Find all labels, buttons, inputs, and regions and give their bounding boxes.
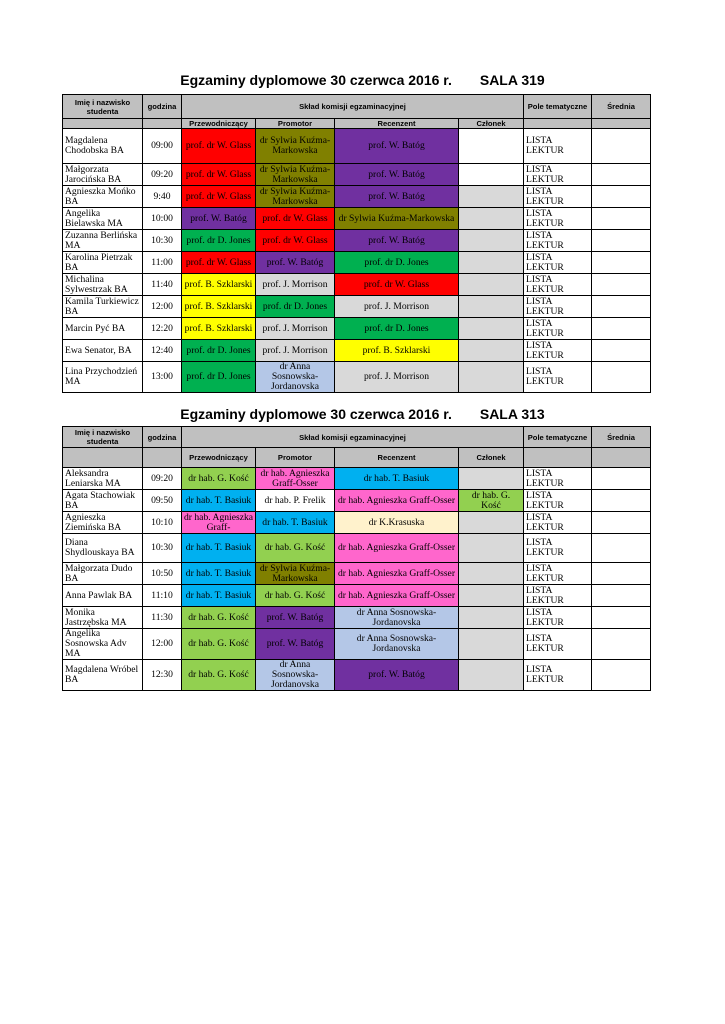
member-cell: dr hab. G. Kość (459, 490, 524, 512)
chair-cell: dr hab. G. Kość (182, 629, 256, 660)
header-time: godzina (143, 95, 182, 119)
topic-cell: LISTA LEKTUR (524, 468, 592, 490)
header-student: Imię i nazwisko studenta (63, 95, 143, 119)
subheader-row (63, 119, 651, 129)
promotor-cell: dr Sylwia Kuźma-Markowska (256, 129, 335, 164)
table-row (63, 563, 651, 585)
promotor-cell: dr Anna Sosnowska-Jordanovska (256, 660, 335, 691)
average-cell (592, 252, 651, 274)
topic-cell: LISTA LEKTUR (524, 563, 592, 585)
subheader-empty (592, 448, 651, 468)
promotor-cell: prof. dr W. Glass (256, 208, 335, 230)
promotor-cell: prof. dr D. Jones (256, 296, 335, 318)
chair-cell: dr hab. T. Basiuk (182, 585, 256, 607)
topic-cell: LISTA LEKTUR (524, 607, 592, 629)
exam-time: 11:30 (143, 607, 182, 629)
table-row (63, 468, 651, 490)
table-row (63, 186, 651, 208)
chair-cell: dr hab. T. Basiuk (182, 534, 256, 563)
chair-cell: dr hab. T. Basiuk (182, 490, 256, 512)
exam-time: 12:00 (143, 629, 182, 660)
topic-cell: LISTA LEKTUR (524, 340, 592, 362)
subheader-member: Członek (459, 448, 524, 468)
student-name: Ewa Senator, BA (63, 340, 143, 362)
table-row (63, 512, 651, 534)
reviewer-cell: prof. W. Batóg (335, 129, 459, 164)
member-cell (459, 340, 524, 362)
exam-time: 09:20 (143, 468, 182, 490)
member-cell (459, 362, 524, 393)
subheader-empty (524, 119, 592, 129)
member-cell (459, 296, 524, 318)
reviewer-cell: dr hab. Agnieszka Graff-Osser (335, 585, 459, 607)
member-cell (459, 186, 524, 208)
header-topics: Pole tematyczne (524, 95, 592, 119)
room-label: SALA 319 (479, 72, 545, 88)
average-cell (592, 340, 651, 362)
header-time: godzina (143, 427, 182, 448)
topic-cell: LISTA LEKTUR (524, 186, 592, 208)
student-name: Michalina Sylwestrzak BA (63, 274, 143, 296)
promotor-cell: dr hab. P. Frelik (256, 490, 335, 512)
topic-cell: LISTA LEKTUR (524, 585, 592, 607)
reviewer-cell: prof. W. Batóg (335, 230, 459, 252)
member-cell (459, 129, 524, 164)
topic-cell: LISTA LEKTUR (524, 164, 592, 186)
exam-time: 10:30 (143, 230, 182, 252)
subheader-empty (592, 119, 651, 129)
chair-cell: prof. dr W. Glass (182, 186, 256, 208)
average-cell (592, 512, 651, 534)
room-label: SALA 313 (479, 406, 545, 422)
section-heading: Egzaminy dyplomowe 30 czerwca 2016 r. (180, 72, 452, 88)
reviewer-cell: dr hab. Agnieszka Graff-Osser (335, 563, 459, 585)
exam-time: 12:30 (143, 660, 182, 691)
reviewer-cell: dr hab. T. Basiuk (335, 468, 459, 490)
header-average: Średnia (592, 427, 651, 448)
subheader-reviewer: Recenzent (335, 448, 459, 468)
reviewer-cell: prof. dr D. Jones (335, 252, 459, 274)
subheader-reviewer: Recenzent (335, 119, 459, 129)
chair-cell: prof. dr D. Jones (182, 362, 256, 393)
member-cell (459, 164, 524, 186)
average-cell (592, 534, 651, 563)
exam-time: 10:00 (143, 208, 182, 230)
student-name: Karolina Pietrzak BA (63, 252, 143, 274)
subheader-row (63, 448, 651, 468)
subheader-empty (143, 119, 182, 129)
promotor-cell: dr hab. G. Kość (256, 534, 335, 563)
exam-time: 09:50 (143, 490, 182, 512)
reviewer-cell: prof. J. Morrison (335, 296, 459, 318)
student-name: Zuzanna Berlińska MA (63, 230, 143, 252)
exam-time: 09:00 (143, 129, 182, 164)
student-name: Małgorzata Jarocińska BA (63, 164, 143, 186)
header-committee: Skład komisji egzaminacyjnej (182, 427, 524, 448)
reviewer-cell: dr Sylwia Kuźma-Markowska (335, 208, 459, 230)
chair-cell: dr hab. G. Kość (182, 607, 256, 629)
topic-cell: LISTA LEKTUR (524, 296, 592, 318)
average-cell (592, 563, 651, 585)
member-cell (459, 660, 524, 691)
student-name: Lina Przychodzień MA (63, 362, 143, 393)
reviewer-cell: prof. W. Batóg (335, 660, 459, 691)
reviewer-cell: prof. dr D. Jones (335, 318, 459, 340)
exam-time: 11:00 (143, 252, 182, 274)
average-cell (592, 296, 651, 318)
subheader-promotor: Promotor (256, 119, 335, 129)
reviewer-cell: dr hab. Agnieszka Graff-Osser (335, 534, 459, 563)
table-row (63, 660, 651, 691)
student-name: Angelika Sosnowska Adv MA (63, 629, 143, 660)
header-student: Imię i nazwisko studenta (63, 427, 143, 448)
promotor-cell: dr hab. T. Basiuk (256, 512, 335, 534)
student-name: Diana Shydlouskaya BA (63, 534, 143, 563)
topic-cell: LISTA LEKTUR (524, 490, 592, 512)
chair-cell: prof. B. Szklarski (182, 274, 256, 296)
student-name: Aleksandra Leniarska MA (63, 468, 143, 490)
student-name: Małgorzata Dudo BA (63, 563, 143, 585)
average-cell (592, 318, 651, 340)
student-name: Monika Jastrzębska MA (63, 607, 143, 629)
average-cell (592, 660, 651, 691)
subheader-chair: Przewodniczący (182, 119, 256, 129)
chair-cell: prof. dr W. Glass (182, 164, 256, 186)
table-row (63, 129, 651, 164)
promotor-cell: prof. J. Morrison (256, 340, 335, 362)
chair-cell: dr hab. G. Kość (182, 468, 256, 490)
chair-cell: prof. B. Szklarski (182, 296, 256, 318)
subheader-empty (63, 448, 143, 468)
average-cell (592, 164, 651, 186)
member-cell (459, 607, 524, 629)
section-title-sala-319 (0, 72, 725, 88)
exam-table-sala-319 (62, 94, 651, 393)
reviewer-cell: prof. W. Batóg (335, 186, 459, 208)
promotor-cell: prof. W. Batóg (256, 607, 335, 629)
table-row (63, 318, 651, 340)
reviewer-cell: prof. W. Batóg (335, 164, 459, 186)
exam-time: 12:00 (143, 296, 182, 318)
subheader-promotor: Promotor (256, 448, 335, 468)
reviewer-cell: dr Anna Sosnowska-Jordanovska (335, 607, 459, 629)
section-heading: Egzaminy dyplomowe 30 czerwca 2016 r. (180, 406, 452, 422)
subheader-empty (524, 448, 592, 468)
subheader-empty (143, 448, 182, 468)
promotor-cell: prof. J. Morrison (256, 274, 335, 296)
reviewer-cell: dr Anna Sosnowska-Jordanovska (335, 629, 459, 660)
exam-time: 11:10 (143, 585, 182, 607)
average-cell (592, 362, 651, 393)
subheader-empty (63, 119, 143, 129)
exam-time: 10:50 (143, 563, 182, 585)
promotor-cell: prof. J. Morrison (256, 318, 335, 340)
student-name: Agnieszka Ziemińska BA (63, 512, 143, 534)
average-cell (592, 230, 651, 252)
chair-cell: prof. W. Batóg (182, 208, 256, 230)
header-average: Średnia (592, 95, 651, 119)
header-row (63, 95, 651, 119)
chair-cell: prof. dr D. Jones (182, 230, 256, 252)
exam-time: 12:40 (143, 340, 182, 362)
exam-time: 10:10 (143, 512, 182, 534)
reviewer-cell: dr hab. Agnieszka Graff-Osser (335, 490, 459, 512)
promotor-cell: prof. W. Batóg (256, 629, 335, 660)
student-name: Kamila Turkiewicz BA (63, 296, 143, 318)
reviewer-cell: prof. B. Szklarski (335, 340, 459, 362)
member-cell (459, 563, 524, 585)
member-cell (459, 252, 524, 274)
student-name: Agata Stachowiak BA (63, 490, 143, 512)
reviewer-cell: dr K.Krasuska (335, 512, 459, 534)
reviewer-cell: prof. dr W. Glass (335, 274, 459, 296)
chair-cell: dr hab. G. Kość (182, 660, 256, 691)
table-row (63, 252, 651, 274)
promotor-cell: dr Sylwia Kuźma-Markowska (256, 563, 335, 585)
student-name: Magdalena Chodobska BA (63, 129, 143, 164)
average-cell (592, 468, 651, 490)
header-row (63, 427, 651, 448)
chair-cell: prof. B. Szklarski (182, 318, 256, 340)
topic-cell: LISTA LEKTUR (524, 129, 592, 164)
chair-cell: prof. dr D. Jones (182, 340, 256, 362)
student-name: Anna Pawlak BA (63, 585, 143, 607)
exam-time: 11:40 (143, 274, 182, 296)
member-cell (459, 512, 524, 534)
promotor-cell: dr hab. Agnieszka Graff-Osser (256, 468, 335, 490)
exam-time: 10:30 (143, 534, 182, 563)
member-cell (459, 230, 524, 252)
average-cell (592, 129, 651, 164)
section-title-sala-313 (0, 406, 725, 422)
table-row (63, 629, 651, 660)
topic-cell: LISTA LEKTUR (524, 534, 592, 563)
average-cell (592, 629, 651, 660)
member-cell (459, 585, 524, 607)
header-committee: Skład komisji egzaminacyjnej (182, 95, 524, 119)
promotor-cell: prof. W. Batóg (256, 252, 335, 274)
reviewer-cell: prof. J. Morrison (335, 362, 459, 393)
average-cell (592, 274, 651, 296)
table-row (63, 362, 651, 393)
topic-cell: LISTA LEKTUR (524, 660, 592, 691)
member-cell (459, 318, 524, 340)
average-cell (592, 186, 651, 208)
member-cell (459, 629, 524, 660)
exam-time: 09:20 (143, 164, 182, 186)
promotor-cell: prof. dr W. Glass (256, 230, 335, 252)
exam-time: 13:00 (143, 362, 182, 393)
average-cell (592, 585, 651, 607)
student-name: Magdalena Wróbel BA (63, 660, 143, 691)
subheader-member: Członek (459, 119, 524, 129)
table-row (63, 230, 651, 252)
member-cell (459, 468, 524, 490)
table-row (63, 296, 651, 318)
exam-time: 12:20 (143, 318, 182, 340)
average-cell (592, 490, 651, 512)
exam-table-sala-313 (62, 426, 651, 691)
promotor-cell: dr hab. G. Kość (256, 585, 335, 607)
topic-cell: LISTA LEKTUR (524, 318, 592, 340)
table-row (63, 607, 651, 629)
chair-cell: prof. dr W. Glass (182, 129, 256, 164)
table-row (63, 490, 651, 512)
table-row (63, 534, 651, 563)
student-name: Angelika Bielawska MA (63, 208, 143, 230)
average-cell (592, 607, 651, 629)
header-topics: Pole tematyczne (524, 427, 592, 448)
exam-time: 9:40 (143, 186, 182, 208)
student-name: Agnieszka Mońko BA (63, 186, 143, 208)
topic-cell: LISTA LEKTUR (524, 230, 592, 252)
table-row (63, 274, 651, 296)
table-row (63, 585, 651, 607)
topic-cell: LISTA LEKTUR (524, 362, 592, 393)
promotor-cell: dr Sylwia Kuźma-Markowska (256, 186, 335, 208)
table-row (63, 340, 651, 362)
topic-cell: LISTA LEKTUR (524, 629, 592, 660)
student-name: Marcin Pyć BA (63, 318, 143, 340)
subheader-chair: Przewodniczący (182, 448, 256, 468)
chair-cell: prof. dr W. Glass (182, 252, 256, 274)
member-cell (459, 208, 524, 230)
topic-cell: LISTA LEKTUR (524, 208, 592, 230)
average-cell (592, 208, 651, 230)
chair-cell: dr hab. T. Basiuk (182, 563, 256, 585)
topic-cell: LISTA LEKTUR (524, 512, 592, 534)
table-row (63, 208, 651, 230)
table-row (63, 164, 651, 186)
topic-cell: LISTA LEKTUR (524, 252, 592, 274)
promotor-cell: dr Sylwia Kuźma-Markowska (256, 164, 335, 186)
topic-cell: LISTA LEKTUR (524, 274, 592, 296)
chair-cell: dr hab. Agnieszka Graff- (182, 512, 256, 534)
promotor-cell: dr Anna Sosnowska-Jordanovska (256, 362, 335, 393)
member-cell (459, 534, 524, 563)
member-cell (459, 274, 524, 296)
